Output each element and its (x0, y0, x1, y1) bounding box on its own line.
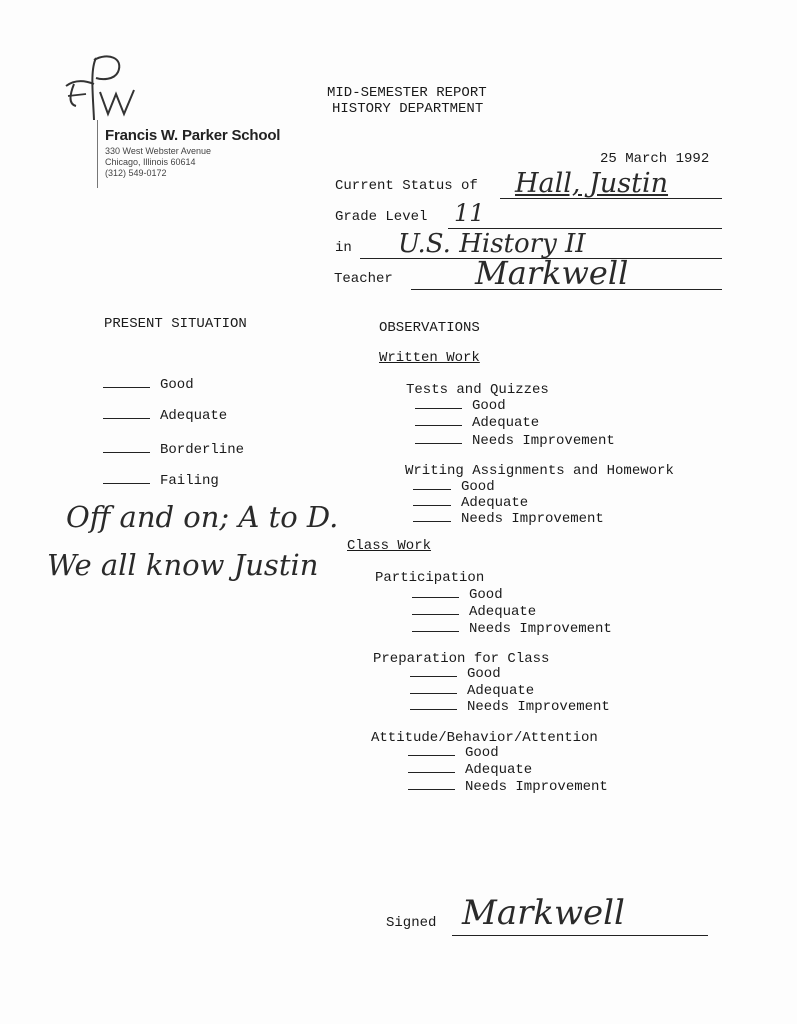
signature-handwritten: Markwell (462, 893, 625, 933)
course-value-handwritten: U.S. History II (398, 229, 586, 259)
participation-label: Participation (375, 570, 485, 586)
student-name-handwritten: Hall, Justin (515, 168, 669, 199)
attitude-option-good: Good (408, 745, 499, 761)
checkbox-line[interactable] (415, 398, 462, 409)
checkbox-line[interactable] (103, 377, 150, 388)
grade-value-handwritten: 11 (454, 199, 485, 227)
status-label: Current Status of (335, 178, 478, 194)
present-situation-heading: PRESENT SITUATION (104, 316, 247, 332)
checkbox-line[interactable] (408, 745, 455, 756)
report-date: 25 March 1992 (600, 151, 710, 167)
attitude-option-needs-improvement: Needs Improvement (408, 779, 608, 795)
school-address-line2: Chicago, Illinois 60614 (105, 157, 196, 167)
class-work-heading: Class Work (347, 538, 432, 554)
checkbox-line[interactable] (412, 621, 459, 632)
school-name: Francis W. Parker School (105, 127, 281, 144)
present-option-good: Good (103, 377, 194, 393)
checkbox-line[interactable] (413, 495, 451, 506)
checkbox-line[interactable] (103, 473, 150, 484)
teacher-value-handwritten: Markwell (475, 254, 629, 292)
participation-option-adequate: Adequate (412, 604, 536, 620)
preparation-option-adequate: Adequate (410, 683, 534, 699)
handwritten-note-line2: We all know Justin (47, 548, 319, 582)
present-option-adequate: Adequate (103, 408, 227, 424)
signature-line (452, 935, 708, 936)
tests-option-good: Good (415, 398, 506, 414)
checkbox-line[interactable] (408, 762, 455, 773)
checkbox-line[interactable] (415, 433, 462, 444)
course-label: in (335, 240, 352, 256)
checkbox-line[interactable] (103, 408, 150, 419)
preparation-option-good: Good (410, 666, 501, 682)
school-address-line1: 330 West Webster Avenue (105, 146, 212, 156)
signed-label: Signed (386, 915, 437, 931)
observations-heading: OBSERVATIONS (379, 320, 480, 336)
checkbox-line[interactable] (412, 587, 459, 598)
school-phone: (312) 549-0172 (105, 168, 167, 178)
writing-assignments-label: Writing Assignments and Homework (405, 463, 674, 479)
department-title: HISTORY DEPARTMENT (332, 101, 484, 117)
preparation-option-needs-improvement: Needs Improvement (410, 699, 610, 715)
written-work-heading: Written Work (379, 350, 480, 366)
checkbox-line[interactable] (410, 683, 457, 694)
participation-option-needs-improvement: Needs Improvement (412, 621, 612, 637)
tests-option-adequate: Adequate (415, 415, 539, 431)
teacher-label: Teacher (334, 271, 393, 287)
writing-option-adequate: Adequate (413, 495, 528, 511)
school-logo-icon (60, 50, 150, 125)
checkbox-line[interactable] (410, 699, 457, 710)
attitude-option-adequate: Adequate (408, 762, 532, 778)
writing-option-needs-improvement: Needs Improvement (413, 511, 604, 527)
present-option-borderline: Borderline (103, 442, 244, 458)
logo-divider (97, 120, 98, 188)
checkbox-line[interactable] (410, 666, 457, 677)
tests-quizzes-label: Tests and Quizzes (406, 382, 549, 398)
report-title: MID-SEMESTER REPORT (327, 85, 487, 101)
tests-option-needs-improvement: Needs Improvement (415, 433, 615, 449)
checkbox-line[interactable] (408, 779, 455, 790)
handwritten-note-line1: Off and on; A to D. (66, 500, 339, 534)
checkbox-line[interactable] (415, 415, 462, 426)
grade-label: Grade Level (335, 209, 428, 225)
attitude-label: Attitude/Behavior/Attention (371, 730, 598, 746)
writing-option-good: Good (413, 479, 495, 495)
checkbox-line[interactable] (103, 442, 150, 453)
checkbox-line[interactable] (412, 604, 459, 615)
checkbox-line[interactable] (413, 511, 451, 522)
participation-option-good: Good (412, 587, 503, 603)
present-option-failing: Failing (103, 473, 219, 489)
checkbox-line[interactable] (413, 479, 451, 490)
preparation-label: Preparation for Class (373, 651, 550, 667)
